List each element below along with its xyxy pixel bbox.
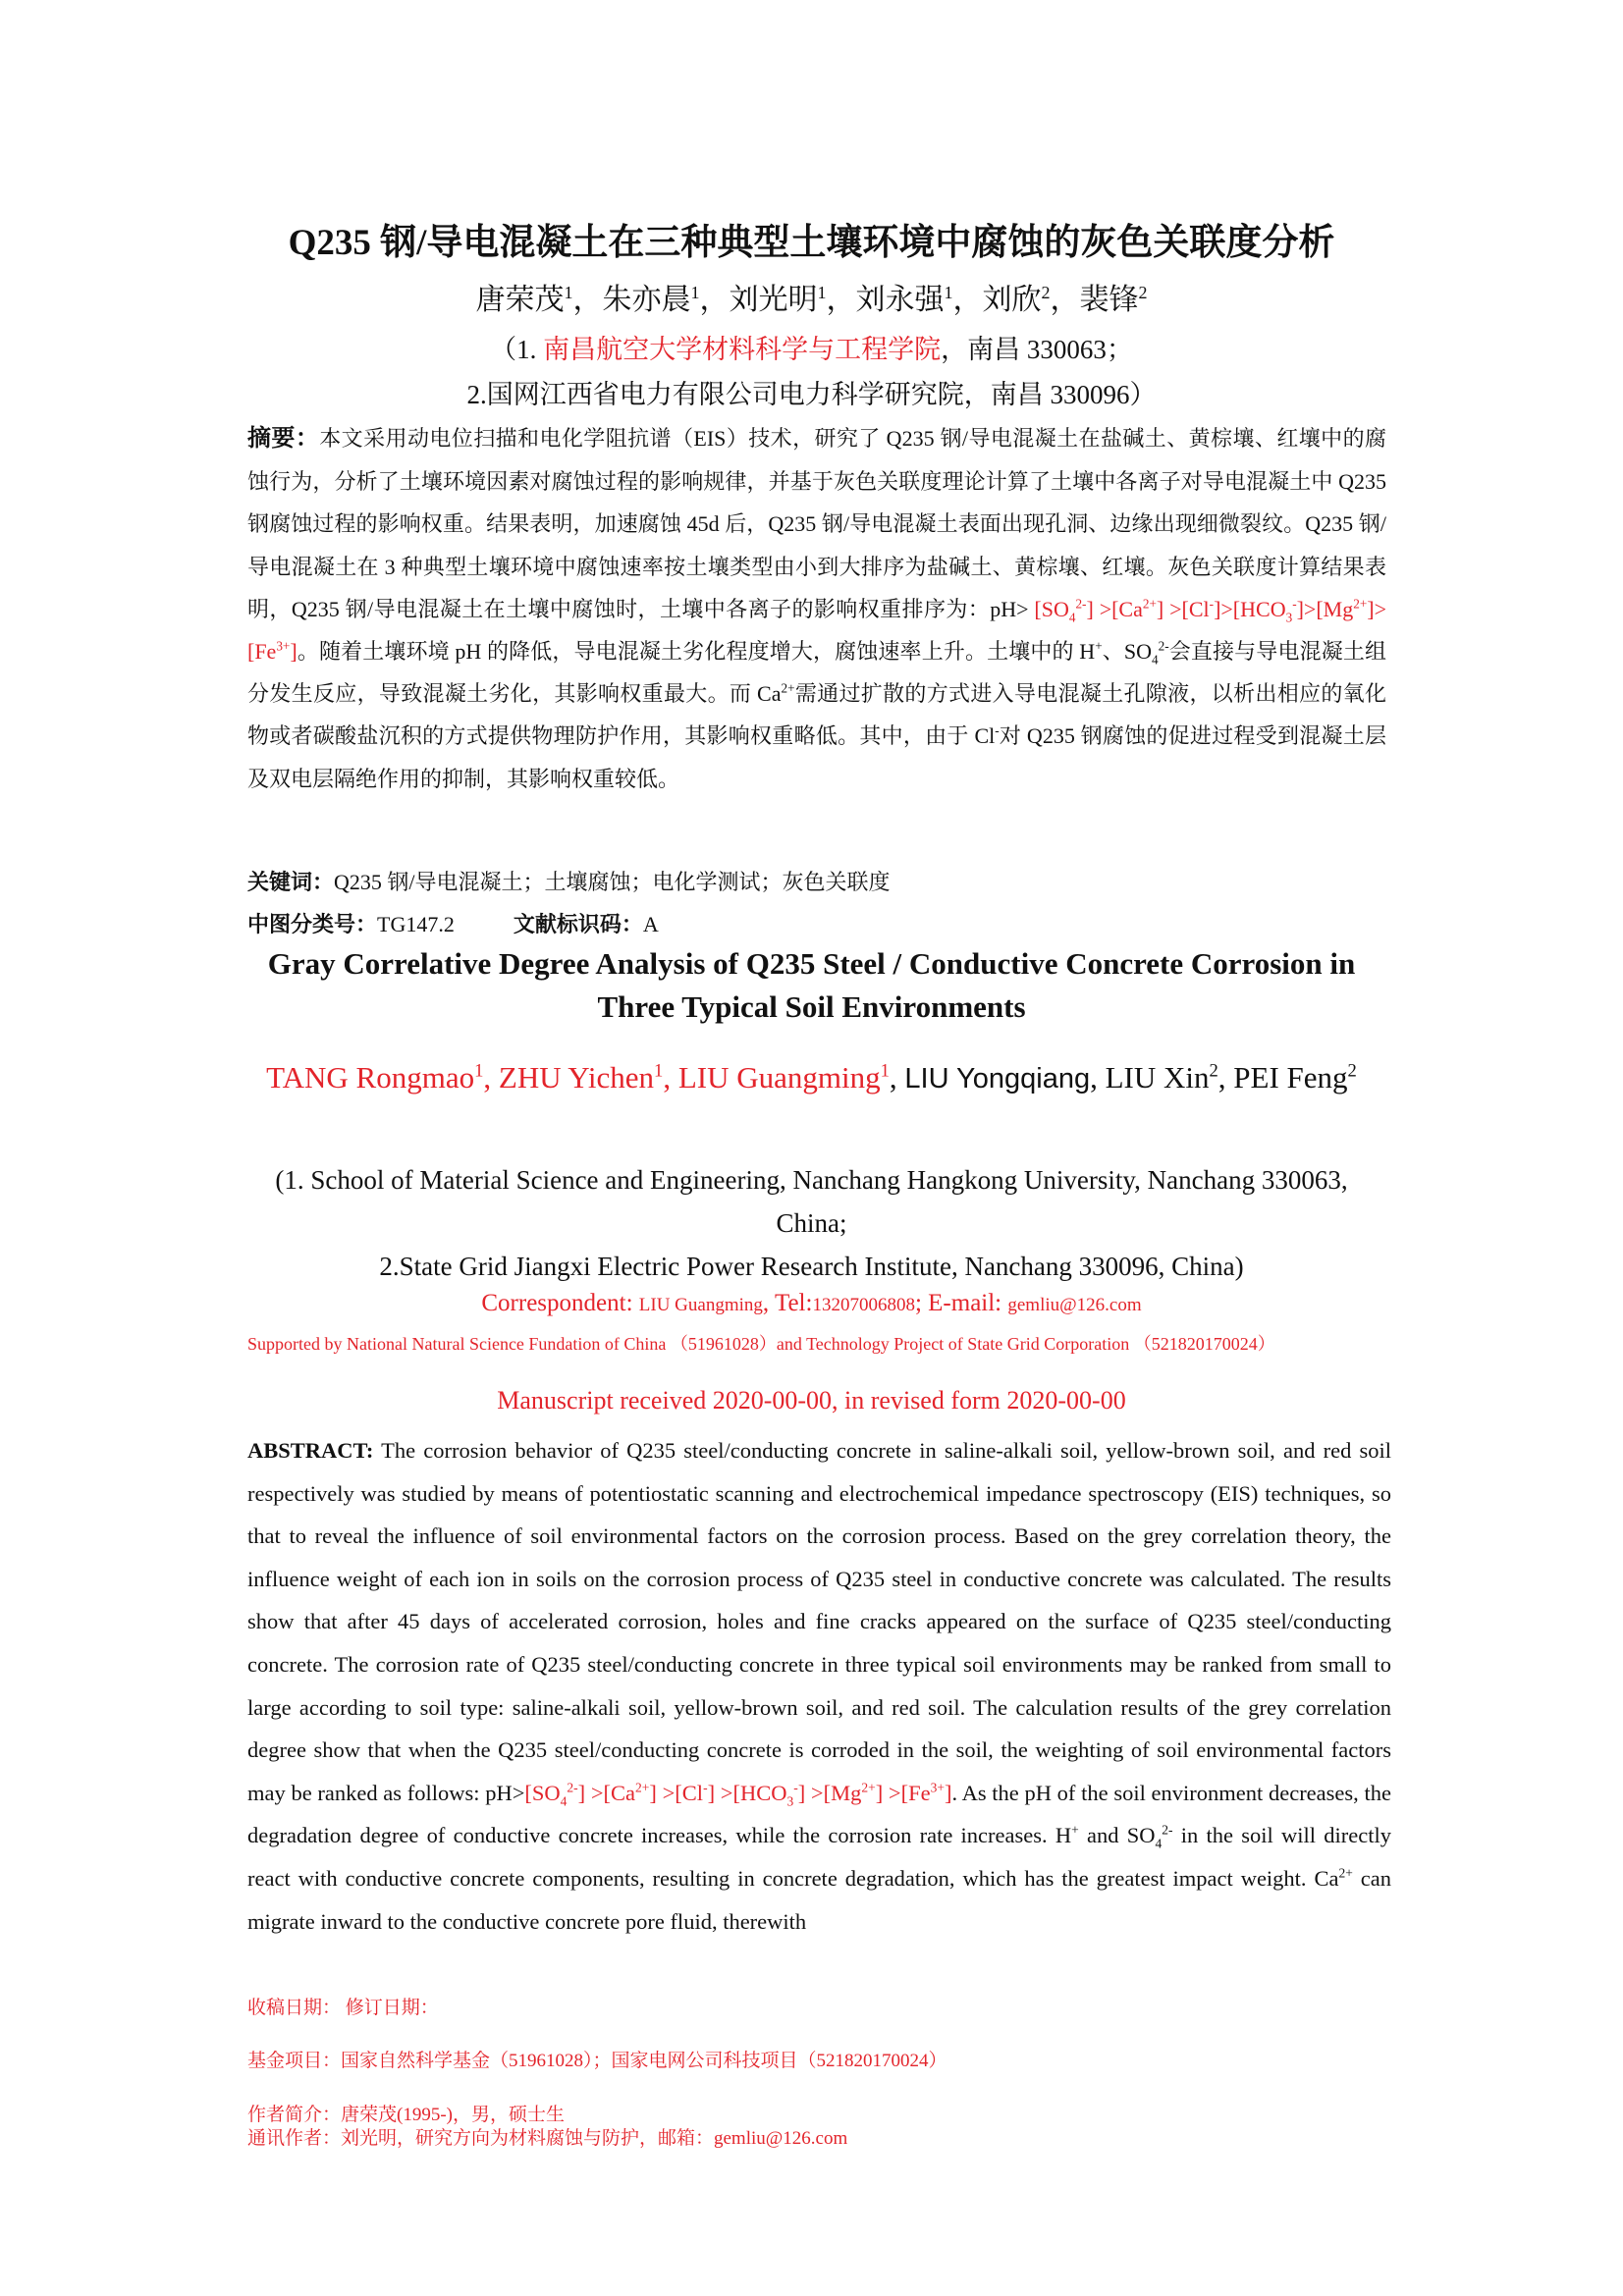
manuscript-received: Manuscript received 2020-00-00, in revised form 2020-00-00 xyxy=(497,1386,1126,1415)
authors-en: TANG Rongmao$^1$, ZHU Yichen$^1$, LIU Guangming$^1$, LIU Yongqiang, LIU Xin$^2$, PEI Feng$^2$ xyxy=(266,1060,1357,1095)
author-cn: 刘光明 xyxy=(729,284,818,316)
funding-note: Supported by National Natural Science Fundation of China （51961028）and Technology Project of State Grid Corporation （521820170024） xyxy=(247,1334,1275,1354)
title-en: Gray Correlative Degree Analysis of Q235 Steel / Conductive Concrete Corrosion in Three Typical Soil Environments xyxy=(267,946,1356,1024)
abstract-en xyxy=(247,1429,1391,1943)
abstract-cn-text-a: 本文采用动电位扫描和电化学阻抗谱（EIS）技术，研究了 Q235 钢/导电混凝土在盐碱土、黄棕壤、红壤中的腐蚀行为，分析了土壤环境因素对腐蚀过程的影响规律，并基于灰色关联度理论计算了土壤中各离子对导电混凝土中 Q235 钢腐蚀过程的影响权重。结果表明，加速腐蚀 45d 后，Q235 钢/导电混凝土表面出现孔洞、边缘出现细微裂纹。Q235 钢/导电混凝土在 3 种典型土壤环境中腐蚀速率按土壤类型由小到大排序为盐碱土、黄棕壤、红壤。灰色关联度计算结果表明，Q235 钢/导电混凝土在土壤中腐蚀时，土壤中各离子的影响权重排序为：pH> xyxy=(247,426,1386,621)
authors-cn: 唐荣茂$^1$，朱亦晨$^1$，刘光明$^1$，刘永强$^1$，刘欣$^2$，裴锋$^2$ xyxy=(475,283,1148,316)
footer-dates: 收稿日期： 修订日期： xyxy=(247,1998,439,2018)
affiliation-org-highlight: 南昌航空大学材料科学与工程学院 xyxy=(543,335,942,364)
author-cn: 刘欣 xyxy=(982,284,1042,316)
author-cn: 刘永强 xyxy=(855,284,945,316)
affiliation-cn-1: （1. 南昌航空大学材料科学与工程学院，南昌 330063； xyxy=(490,335,1133,364)
abstract-cn xyxy=(247,417,1386,800)
abstract-cn-label: 摘要： xyxy=(247,426,320,452)
affiliation-cn-2: 2.国网江西省电力有限公司电力科学研究院，南昌 330096） xyxy=(466,380,1157,409)
abstract-cn-text-b: 。随着土壤环境 pH 的降低，导电混凝土劣化程度增大，腐蚀速率上升。土壤中的 H+、$SO_4^{2-}$会直接与导电混凝土组分发生反应，导致混凝土劣化，其影响权重最大。而 $Ca^{2+}$需通过扩散的方式进入导电混凝土孔隙液，以析出相应的氧化物或者碳酸盐沉积的方式提供物理防护作用，其影响权重略低。其中，由于 Cl-对 Q235 钢腐蚀的促进过程受到混凝土层及双电层隔绝作用的抑制，其影响权重较低。 xyxy=(247,638,1386,791)
title-cn: Q235 钢/导电混凝土在三种典型土壤环境中腐蚀的灰色关联度分析 xyxy=(288,223,1335,263)
authors-en-highlight: TANG Rongmao$^1$, ZHU Yichen$^1$, LIU Guangming$^1$ xyxy=(266,1060,890,1095)
email-link[interactable]: gemliu@126.com xyxy=(1007,1295,1142,1315)
keywords-cn: 关键词：Q235 钢/导电混凝土；土壤腐蚀；电化学测试；灰色关联度 xyxy=(247,870,891,894)
correspondent: Correspondent: LIU Guangming, Tel:13207006808; E-mail: gemliu@126.com xyxy=(481,1290,1142,1316)
abstract-en-ranking: $[SO_4^{2-}] >[Ca^{2+}] >[Cl^-] >[HCO_3^-] >[Mg^{2+}] >[Fe^{3+}]$ xyxy=(524,1780,952,1809)
abstract-en-label: ABSTRACT: xyxy=(247,1438,374,1463)
footer-corresponding: 通讯作者：刘光明，研究方向为材料腐蚀与防护，邮箱：gemliu@126.com xyxy=(247,2128,848,2149)
author-cn: 唐荣茂 xyxy=(475,284,565,316)
footer-fund: 基金项目：国家自然科学基金（51961028）；国家电网公司科技项目（521820170024） xyxy=(247,2051,947,2071)
author-cn: 裴锋 xyxy=(1079,284,1139,316)
abstract-en-text-a: The corrosion behavior of Q235 steel/conducting concrete in saline-alkali soil, yellow-brown soil, and red soil respectively was studied by means of potentiostatic scanning and electrochemical impedance spectroscopy (EIS) techniques, so that to reveal the influence of soil environmental factors on the corrosion process. Based on the grey correlation theory, the influence weight of each ion in soils on the corrosion process of Q235 steel in conductive concrete was calculated. The results show that after 45 days of accelerated corrosion, holes and fine cracks appeared on the surface of Q235 steel/conducting concrete. The corrosion rate of Q235 steel/conducting concrete in three typical soil environments may be ranked from small to large according to soil type: saline-alkali soil, yellow-brown soil, and red soil. The calculation results of the grey correlation degree show that when the Q235 steel/conducting concrete is corroded in the soil, the weighting of soil environmental factors may be ranked as follows: pH> xyxy=(247,1438,1391,1805)
affiliation-en-1: (1. School of Material Science and Engineering, Nanchang Hangkong University, Nanchang 330063, China; xyxy=(275,1165,1348,1238)
author-cn: 朱亦晨 xyxy=(602,284,691,316)
affiliations-en xyxy=(265,1158,1358,1288)
abstract-cn-ranking: $[SO_4^{2-}] >[Ca^{2+}] >[Cl^-]>[HCO_3^-]>[Mg^{2+}]>[Fe^{3+}]$ xyxy=(247,596,1386,665)
footer-author-intro: 作者简介：唐荣茂(1995-)，男，硕士生 xyxy=(247,2105,565,2125)
abstract-en-text-b: . As the pH of the soil environment decreases, the degradation degree of conductive concrete increases, while the corrosion rate increases. H+ and $SO_4^{2-}$ in the soil will directly react with conductive concrete components, resulting in concrete degradation, which has the greatest impact weight. $Ca^{2+}$ can migrate inward to the conductive concrete pore fluid, therewith xyxy=(247,1780,1391,1934)
classification-row: 中图分类号：TG147.2 文献标识码：A xyxy=(247,912,659,936)
affiliation-en-2: 2.State Grid Jiangxi Electric Power Research Institute, Nanchang 330096, China) xyxy=(379,1252,1244,1281)
